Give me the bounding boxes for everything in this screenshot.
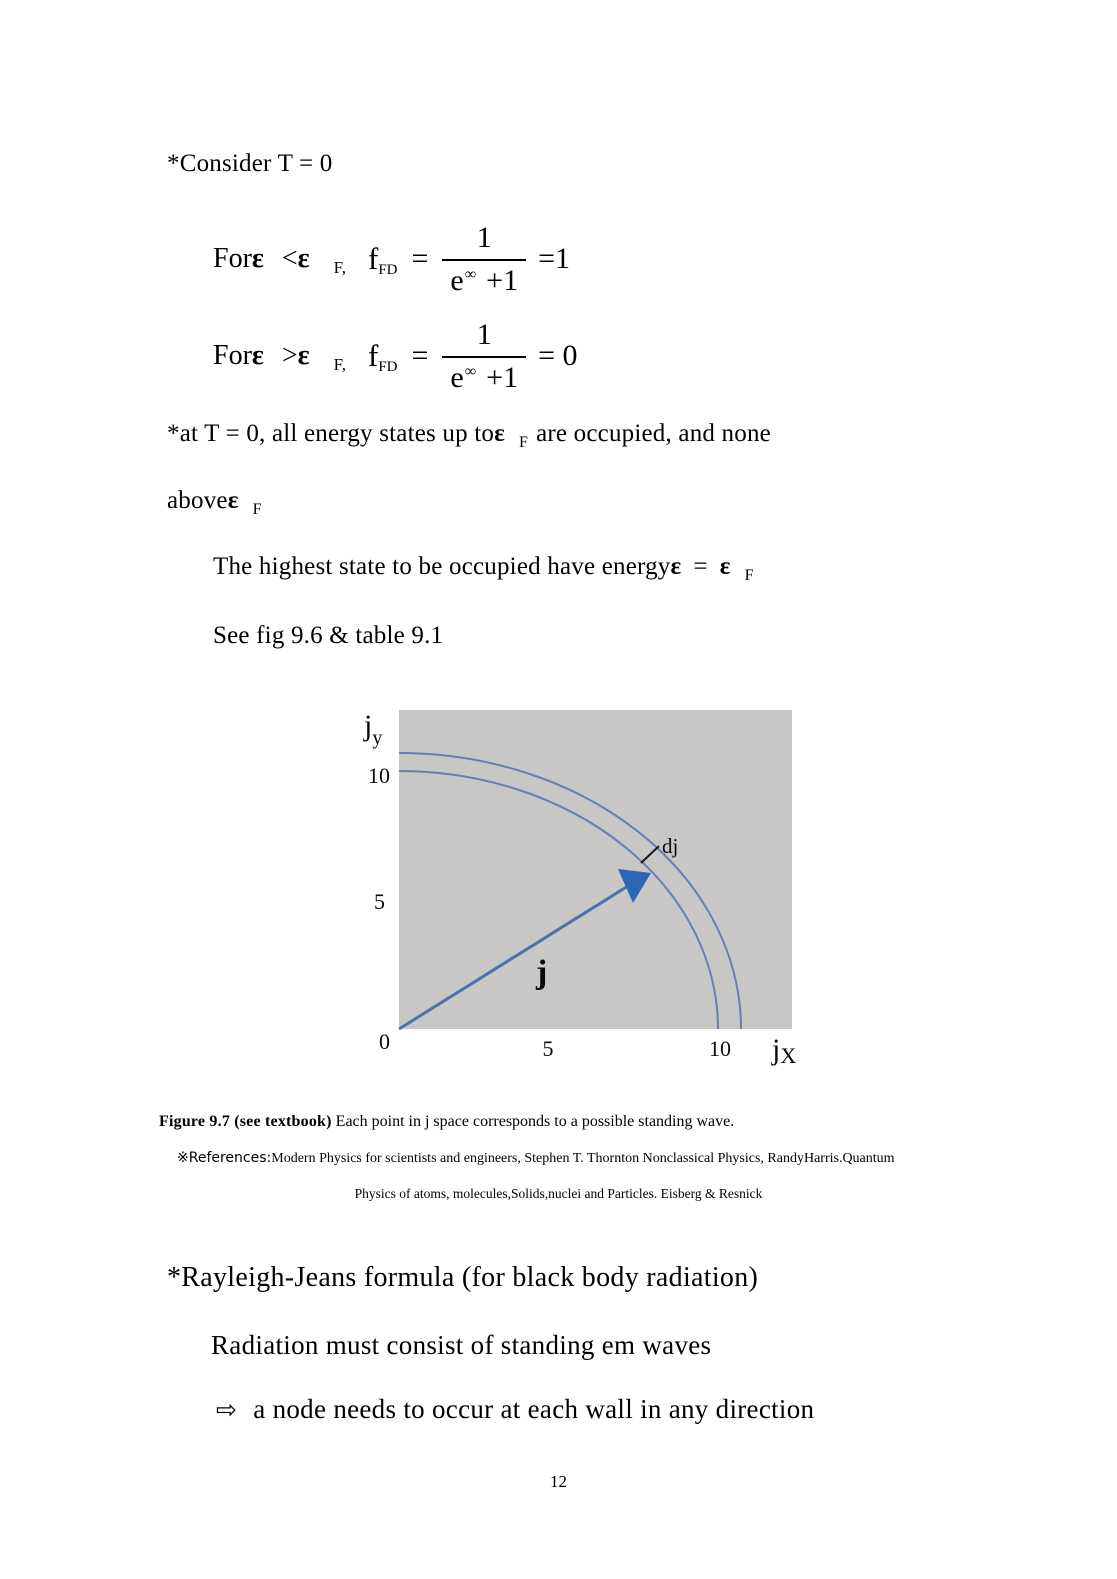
epsilon-symbol: ε (494, 420, 505, 447)
y-tick-5: 5 (374, 889, 385, 914)
fraction-numerator: 1 (476, 220, 492, 254)
highest-state-line: The highest state to be occupied have energyε = ε $_F$ (213, 553, 754, 584)
fraction-denominator: e∞ +1 (442, 356, 526, 395)
epsilon-symbol: ε (251, 243, 264, 274)
j-vector-label: j (536, 954, 548, 991)
equals-sign: = (693, 553, 708, 580)
consider-heading: *Consider T = 0 (167, 150, 333, 177)
rightwards-white-arrow-icon: ⇨ (216, 1395, 238, 1424)
formula-for-word: For (213, 340, 252, 371)
node-line: ⇨ a node needs to occur at each wall in any direction (216, 1394, 815, 1424)
epsilon-symbol: ε (670, 553, 682, 580)
above-line: aboveε $_F$ (167, 487, 262, 518)
references-marker: ※References: (177, 1150, 272, 1166)
infinity-exponent: ∞ (464, 265, 477, 283)
epsilon-symbol: ε (227, 487, 239, 514)
rayleigh-jeans-heading: *Rayleigh-Jeans formula (for black body radiation) (167, 1262, 759, 1293)
references-line-1: ※References:Modern Physics for scientists and engineers, Stephen T. Thornton Nonclassical Physics, RandyHarris.Quantum (177, 1150, 895, 1166)
fraction-denominator: e∞ +1 (442, 259, 526, 298)
fd-subscript: FD (378, 358, 398, 375)
y-axis-label: $j_y$ (364, 709, 383, 749)
origin-tick-0: 0 (379, 1029, 390, 1054)
fermi-subscript: F (519, 434, 529, 451)
x-axis-label: jX (772, 1033, 797, 1068)
fd-function: f (367, 338, 379, 373)
fd-function: f (367, 241, 379, 276)
fraction (442, 318, 526, 395)
dj-annotation: dj (662, 834, 679, 858)
formula-fd-below-fermi (213, 213, 570, 305)
caption-text: Each point in j space corresponds to a possible standing wave. (331, 1113, 735, 1130)
j-space-figure (340, 695, 830, 1075)
epsilon-symbol: ε (297, 243, 310, 274)
x-tick-5: 5 (542, 1036, 554, 1061)
fermi-subscript: F (252, 501, 262, 518)
radiation-line: Radiation must consist of standing em waves (211, 1330, 712, 1360)
x-tick-10: 10 (709, 1036, 731, 1061)
relation-symbol: < (281, 243, 298, 274)
at-t0-line: *at T = 0, all energy states up toε $_F$ are occupied, and none (167, 420, 771, 451)
references-line-2: Physics of atoms, molecules,Solids,nuclei and Particles. Eisberg & Resnick (354, 1186, 763, 1201)
formula-result: = 0 (538, 339, 578, 372)
equals-sign: = (411, 339, 429, 372)
see-fig-line: See fig 9.6 & table 9.1 (213, 622, 444, 649)
fd-subscript: FD (378, 261, 398, 278)
fermi-subscript: F (744, 567, 754, 584)
infinity-exponent: ∞ (464, 362, 477, 380)
fermi-subscript: F, (333, 258, 346, 277)
formula-fd-above-fermi (213, 310, 578, 402)
relation-symbol: > (281, 340, 298, 371)
formula-for-word: For (213, 243, 252, 274)
formula-result: =1 (538, 242, 570, 275)
page-number: 12 (550, 1472, 567, 1491)
epsilon-symbol: ε (297, 340, 310, 371)
figure-caption (159, 1113, 734, 1131)
y-tick-10: 10 (368, 763, 390, 788)
equals-sign: = (411, 242, 429, 275)
epsilon-symbol: ε (719, 553, 731, 580)
caption-bold: Figure 9.7 (see textbook) (159, 1113, 332, 1130)
epsilon-symbol: ε (251, 340, 264, 371)
fraction-numerator: 1 (476, 317, 492, 351)
fraction (442, 221, 526, 298)
fermi-subscript: F, (333, 355, 346, 374)
